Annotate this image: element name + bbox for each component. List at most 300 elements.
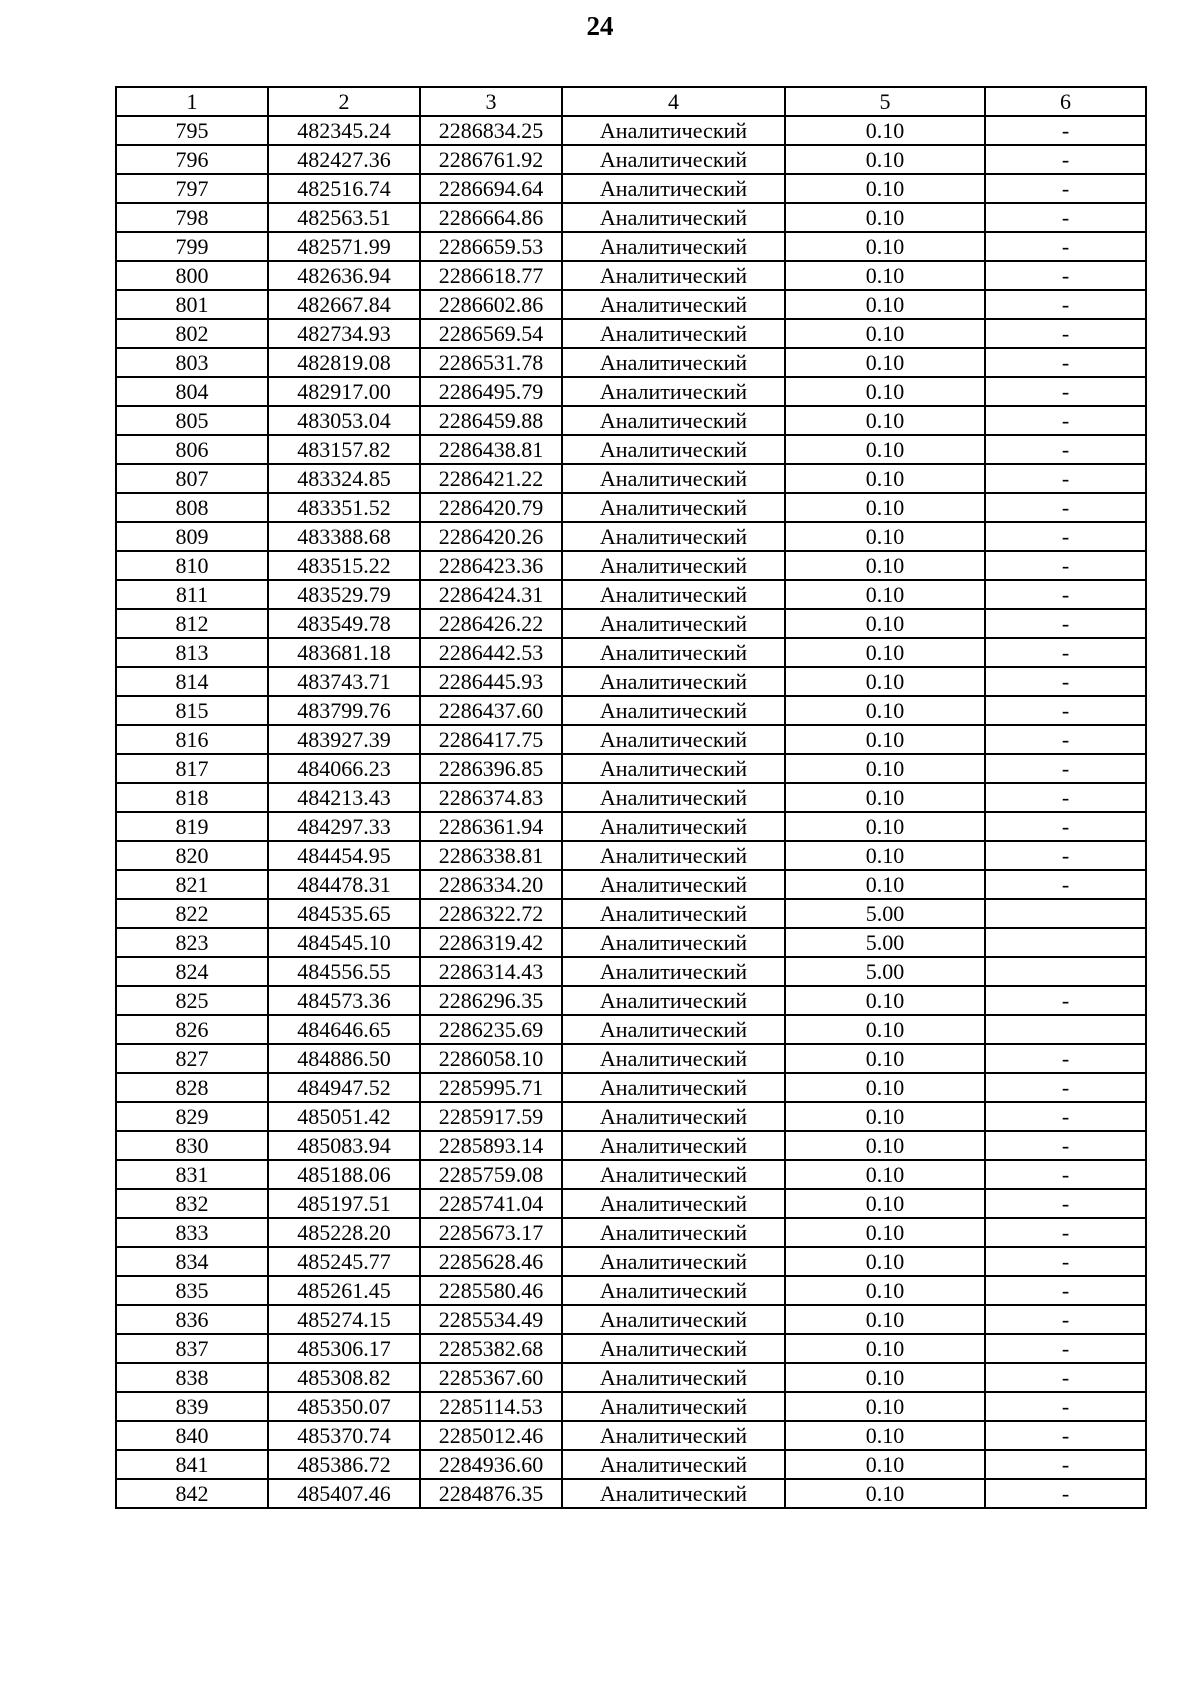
table-header <box>116 87 1146 116</box>
note-cell: - <box>985 174 1146 203</box>
method-cell: Аналитический <box>562 667 785 696</box>
x-coordinate-cell: 482516.74 <box>268 174 420 203</box>
point-number-cell: 797 <box>116 174 268 203</box>
point-number-cell: 802 <box>116 319 268 348</box>
point-number-cell: 831 <box>116 1160 268 1189</box>
y-coordinate-cell: 2286618.77 <box>420 261 562 290</box>
y-coordinate-cell: 2285382.68 <box>420 1334 562 1363</box>
table-row <box>116 493 1146 522</box>
table-row <box>116 1015 1146 1044</box>
accuracy-cell: 0.10 <box>785 1073 985 1102</box>
x-coordinate-cell: 484066.23 <box>268 754 420 783</box>
accuracy-cell: 0.10 <box>785 1392 985 1421</box>
method-cell: Аналитический <box>562 1044 785 1073</box>
note-cell: - <box>985 1102 1146 1131</box>
table-row <box>116 1276 1146 1305</box>
y-coordinate-cell: 2286420.26 <box>420 522 562 551</box>
note-cell: - <box>985 1334 1146 1363</box>
accuracy-cell: 0.10 <box>785 1334 985 1363</box>
method-cell: Аналитический <box>562 203 785 232</box>
note-cell: - <box>985 1421 1146 1450</box>
table-row <box>116 841 1146 870</box>
y-coordinate-cell: 2285012.46 <box>420 1421 562 1450</box>
table-row <box>116 899 1146 928</box>
table-row <box>116 174 1146 203</box>
note-cell: - <box>985 1363 1146 1392</box>
method-cell: Аналитический <box>562 348 785 377</box>
method-cell: Аналитический <box>562 1131 785 1160</box>
table-row <box>116 609 1146 638</box>
method-cell: Аналитический <box>562 812 785 841</box>
accuracy-cell: 0.10 <box>785 551 985 580</box>
accuracy-cell: 5.00 <box>785 899 985 928</box>
point-number-cell: 809 <box>116 522 268 551</box>
accuracy-cell: 0.10 <box>785 1160 985 1189</box>
x-coordinate-cell: 483681.18 <box>268 638 420 667</box>
point-number-cell: 801 <box>116 290 268 319</box>
table-row <box>116 1479 1146 1508</box>
accuracy-cell: 0.10 <box>785 841 985 870</box>
y-coordinate-cell: 2286437.60 <box>420 696 562 725</box>
accuracy-cell: 0.10 <box>785 290 985 319</box>
method-cell: Аналитический <box>562 1392 785 1421</box>
point-number-cell: 832 <box>116 1189 268 1218</box>
y-coordinate-cell: 2286664.86 <box>420 203 562 232</box>
table-row <box>116 986 1146 1015</box>
x-coordinate-cell: 485370.74 <box>268 1421 420 1450</box>
x-coordinate-cell: 483515.22 <box>268 551 420 580</box>
method-cell: Аналитический <box>562 928 785 957</box>
note-cell <box>985 928 1146 957</box>
y-coordinate-cell: 2286361.94 <box>420 812 562 841</box>
point-number-cell: 818 <box>116 783 268 812</box>
table-row <box>116 435 1146 464</box>
note-cell: - <box>985 348 1146 377</box>
note-cell <box>985 957 1146 986</box>
accuracy-cell: 0.10 <box>785 580 985 609</box>
point-number-cell: 804 <box>116 377 268 406</box>
x-coordinate-cell: 484646.65 <box>268 1015 420 1044</box>
note-cell: - <box>985 435 1146 464</box>
x-coordinate-cell: 484556.55 <box>268 957 420 986</box>
note-cell: - <box>985 783 1146 812</box>
point-number-cell: 828 <box>116 1073 268 1102</box>
table-row <box>116 1160 1146 1189</box>
method-cell: Аналитический <box>562 145 785 174</box>
y-coordinate-cell: 2286314.43 <box>420 957 562 986</box>
y-coordinate-cell: 2286761.92 <box>420 145 562 174</box>
accuracy-cell: 0.10 <box>785 1305 985 1334</box>
column-header-1: 1 <box>116 87 268 116</box>
y-coordinate-cell: 2285628.46 <box>420 1247 562 1276</box>
table-row <box>116 1102 1146 1131</box>
y-coordinate-cell: 2286495.79 <box>420 377 562 406</box>
y-coordinate-cell: 2286659.53 <box>420 232 562 261</box>
x-coordinate-cell: 482667.84 <box>268 290 420 319</box>
x-coordinate-cell: 483549.78 <box>268 609 420 638</box>
x-coordinate-cell: 484454.95 <box>268 841 420 870</box>
method-cell: Аналитический <box>562 1160 785 1189</box>
header-row <box>116 87 1146 116</box>
table-row <box>116 464 1146 493</box>
point-number-cell: 805 <box>116 406 268 435</box>
method-cell: Аналитический <box>562 435 785 464</box>
x-coordinate-cell: 483351.52 <box>268 493 420 522</box>
table-row <box>116 1218 1146 1247</box>
table-row <box>116 1392 1146 1421</box>
point-number-cell: 813 <box>116 638 268 667</box>
table-row <box>116 551 1146 580</box>
x-coordinate-cell: 482345.24 <box>268 116 420 145</box>
method-cell: Аналитический <box>562 493 785 522</box>
table-row <box>116 1450 1146 1479</box>
column-header-5: 5 <box>785 87 985 116</box>
point-number-cell: 819 <box>116 812 268 841</box>
point-number-cell: 810 <box>116 551 268 580</box>
method-cell: Аналитический <box>562 841 785 870</box>
point-number-cell: 811 <box>116 580 268 609</box>
note-cell: - <box>985 696 1146 725</box>
point-number-cell: 837 <box>116 1334 268 1363</box>
note-cell: - <box>985 522 1146 551</box>
point-number-cell: 821 <box>116 870 268 899</box>
accuracy-cell: 0.10 <box>785 232 985 261</box>
point-number-cell: 800 <box>116 261 268 290</box>
x-coordinate-cell: 484573.36 <box>268 986 420 1015</box>
note-cell: - <box>985 754 1146 783</box>
method-cell: Аналитический <box>562 1450 785 1479</box>
method-cell: Аналитический <box>562 1421 785 1450</box>
y-coordinate-cell: 2284936.60 <box>420 1450 562 1479</box>
method-cell: Аналитический <box>562 1479 785 1508</box>
note-cell: - <box>985 580 1146 609</box>
y-coordinate-cell: 2286235.69 <box>420 1015 562 1044</box>
point-number-cell: 829 <box>116 1102 268 1131</box>
accuracy-cell: 0.10 <box>785 1218 985 1247</box>
table-row <box>116 957 1146 986</box>
method-cell: Аналитический <box>562 899 785 928</box>
table-row <box>116 377 1146 406</box>
point-number-cell: 830 <box>116 1131 268 1160</box>
table-row <box>116 754 1146 783</box>
y-coordinate-cell: 2286834.25 <box>420 116 562 145</box>
note-cell: - <box>985 1189 1146 1218</box>
table-row <box>116 406 1146 435</box>
point-number-cell: 825 <box>116 986 268 1015</box>
note-cell: - <box>985 145 1146 174</box>
method-cell: Аналитический <box>562 1218 785 1247</box>
y-coordinate-cell: 2285759.08 <box>420 1160 562 1189</box>
point-number-cell: 814 <box>116 667 268 696</box>
x-coordinate-cell: 485308.82 <box>268 1363 420 1392</box>
method-cell: Аналитический <box>562 1305 785 1334</box>
table-row <box>116 1189 1146 1218</box>
method-cell: Аналитический <box>562 319 785 348</box>
y-coordinate-cell: 2286296.35 <box>420 986 562 1015</box>
accuracy-cell: 0.10 <box>785 1363 985 1392</box>
method-cell: Аналитический <box>562 261 785 290</box>
method-cell: Аналитический <box>562 638 785 667</box>
accuracy-cell: 0.10 <box>785 1102 985 1131</box>
method-cell: Аналитический <box>562 783 785 812</box>
accuracy-cell: 0.10 <box>785 1421 985 1450</box>
method-cell: Аналитический <box>562 116 785 145</box>
table-row <box>116 870 1146 899</box>
x-coordinate-cell: 485051.42 <box>268 1102 420 1131</box>
note-cell: - <box>985 667 1146 696</box>
accuracy-cell: 5.00 <box>785 957 985 986</box>
y-coordinate-cell: 2286319.42 <box>420 928 562 957</box>
note-cell: - <box>985 493 1146 522</box>
note-cell: - <box>985 551 1146 580</box>
note-cell: - <box>985 1479 1146 1508</box>
y-coordinate-cell: 2286602.86 <box>420 290 562 319</box>
table-row <box>116 203 1146 232</box>
accuracy-cell: 0.10 <box>785 696 985 725</box>
note-cell <box>985 1015 1146 1044</box>
accuracy-cell: 0.10 <box>785 1015 985 1044</box>
accuracy-cell: 0.10 <box>785 348 985 377</box>
note-cell: - <box>985 232 1146 261</box>
table-row <box>116 696 1146 725</box>
y-coordinate-cell: 2286694.64 <box>420 174 562 203</box>
y-coordinate-cell: 2285995.71 <box>420 1073 562 1102</box>
x-coordinate-cell: 482917.00 <box>268 377 420 406</box>
point-number-cell: 841 <box>116 1450 268 1479</box>
x-coordinate-cell: 485228.20 <box>268 1218 420 1247</box>
method-cell: Аналитический <box>562 725 785 754</box>
table-row <box>116 638 1146 667</box>
y-coordinate-cell: 2286420.79 <box>420 493 562 522</box>
y-coordinate-cell: 2286445.93 <box>420 667 562 696</box>
note-cell: - <box>985 1073 1146 1102</box>
method-cell: Аналитический <box>562 377 785 406</box>
x-coordinate-cell: 482734.93 <box>268 319 420 348</box>
y-coordinate-cell: 2286424.31 <box>420 580 562 609</box>
y-coordinate-cell: 2286334.20 <box>420 870 562 899</box>
point-number-cell: 799 <box>116 232 268 261</box>
x-coordinate-cell: 485245.77 <box>268 1247 420 1276</box>
note-cell: - <box>985 841 1146 870</box>
point-number-cell: 817 <box>116 754 268 783</box>
x-coordinate-cell: 484886.50 <box>268 1044 420 1073</box>
note-cell: - <box>985 609 1146 638</box>
column-header-3: 3 <box>420 87 562 116</box>
coordinates-table <box>115 86 1147 1509</box>
method-cell: Аналитический <box>562 609 785 638</box>
method-cell: Аналитический <box>562 1334 785 1363</box>
table-row <box>116 1247 1146 1276</box>
y-coordinate-cell: 2285580.46 <box>420 1276 562 1305</box>
note-cell: - <box>985 203 1146 232</box>
method-cell: Аналитический <box>562 986 785 1015</box>
method-cell: Аналитический <box>562 696 785 725</box>
method-cell: Аналитический <box>562 580 785 609</box>
point-number-cell: 835 <box>116 1276 268 1305</box>
note-cell: - <box>985 1305 1146 1334</box>
column-header-2: 2 <box>268 87 420 116</box>
point-number-cell: 822 <box>116 899 268 928</box>
point-number-cell: 824 <box>116 957 268 986</box>
point-number-cell: 806 <box>116 435 268 464</box>
x-coordinate-cell: 485350.07 <box>268 1392 420 1421</box>
y-coordinate-cell: 2286417.75 <box>420 725 562 754</box>
method-cell: Аналитический <box>562 464 785 493</box>
method-cell: Аналитический <box>562 174 785 203</box>
method-cell: Аналитический <box>562 754 785 783</box>
x-coordinate-cell: 485261.45 <box>268 1276 420 1305</box>
table-row <box>116 1044 1146 1073</box>
method-cell: Аналитический <box>562 290 785 319</box>
x-coordinate-cell: 482571.99 <box>268 232 420 261</box>
x-coordinate-cell: 482636.94 <box>268 261 420 290</box>
method-cell: Аналитический <box>562 870 785 899</box>
accuracy-cell: 0.10 <box>785 725 985 754</box>
accuracy-cell: 0.10 <box>785 406 985 435</box>
y-coordinate-cell: 2286569.54 <box>420 319 562 348</box>
accuracy-cell: 0.10 <box>785 261 985 290</box>
y-coordinate-cell: 2284876.35 <box>420 1479 562 1508</box>
note-cell: - <box>985 638 1146 667</box>
table-row <box>116 783 1146 812</box>
table-row <box>116 348 1146 377</box>
point-number-cell: 827 <box>116 1044 268 1073</box>
x-coordinate-cell: 485083.94 <box>268 1131 420 1160</box>
y-coordinate-cell: 2286322.72 <box>420 899 562 928</box>
accuracy-cell: 0.10 <box>785 464 985 493</box>
x-coordinate-cell: 485306.17 <box>268 1334 420 1363</box>
method-cell: Аналитический <box>562 232 785 261</box>
point-number-cell: 798 <box>116 203 268 232</box>
table-row <box>116 1131 1146 1160</box>
table-row <box>116 928 1146 957</box>
y-coordinate-cell: 2286338.81 <box>420 841 562 870</box>
accuracy-cell: 0.10 <box>785 174 985 203</box>
table-row <box>116 522 1146 551</box>
table-row <box>116 261 1146 290</box>
y-coordinate-cell: 2286531.78 <box>420 348 562 377</box>
note-cell: - <box>985 1131 1146 1160</box>
method-cell: Аналитический <box>562 1102 785 1131</box>
note-cell: - <box>985 986 1146 1015</box>
x-coordinate-cell: 484947.52 <box>268 1073 420 1102</box>
x-coordinate-cell: 485386.72 <box>268 1450 420 1479</box>
column-header-6: 6 <box>985 87 1146 116</box>
x-coordinate-cell: 483927.39 <box>268 725 420 754</box>
point-number-cell: 823 <box>116 928 268 957</box>
x-coordinate-cell: 482819.08 <box>268 348 420 377</box>
y-coordinate-cell: 2286423.36 <box>420 551 562 580</box>
x-coordinate-cell: 482563.51 <box>268 203 420 232</box>
y-coordinate-cell: 2285534.49 <box>420 1305 562 1334</box>
point-number-cell: 840 <box>116 1421 268 1450</box>
accuracy-cell: 0.10 <box>785 667 985 696</box>
point-number-cell: 826 <box>116 1015 268 1044</box>
point-number-cell: 833 <box>116 1218 268 1247</box>
accuracy-cell: 0.10 <box>785 1276 985 1305</box>
note-cell: - <box>985 1044 1146 1073</box>
point-number-cell: 834 <box>116 1247 268 1276</box>
y-coordinate-cell: 2285367.60 <box>420 1363 562 1392</box>
x-coordinate-cell: 485274.15 <box>268 1305 420 1334</box>
point-number-cell: 842 <box>116 1479 268 1508</box>
y-coordinate-cell: 2286426.22 <box>420 609 562 638</box>
x-coordinate-cell: 483743.71 <box>268 667 420 696</box>
table-row <box>116 1073 1146 1102</box>
point-number-cell: 816 <box>116 725 268 754</box>
x-coordinate-cell: 485407.46 <box>268 1479 420 1508</box>
accuracy-cell: 0.10 <box>785 783 985 812</box>
note-cell <box>985 899 1146 928</box>
method-cell: Аналитический <box>562 522 785 551</box>
note-cell: - <box>985 725 1146 754</box>
accuracy-cell: 0.10 <box>785 493 985 522</box>
note-cell: - <box>985 116 1146 145</box>
y-coordinate-cell: 2285917.59 <box>420 1102 562 1131</box>
table-row <box>116 812 1146 841</box>
accuracy-cell: 0.10 <box>785 145 985 174</box>
y-coordinate-cell: 2286459.88 <box>420 406 562 435</box>
table-row <box>116 1421 1146 1450</box>
accuracy-cell: 0.10 <box>785 638 985 667</box>
x-coordinate-cell: 483053.04 <box>268 406 420 435</box>
accuracy-cell: 0.10 <box>785 754 985 783</box>
table-row <box>116 725 1146 754</box>
table-row <box>116 1363 1146 1392</box>
x-coordinate-cell: 484545.10 <box>268 928 420 957</box>
method-cell: Аналитический <box>562 957 785 986</box>
x-coordinate-cell: 484535.65 <box>268 899 420 928</box>
table-row <box>116 116 1146 145</box>
accuracy-cell: 0.10 <box>785 812 985 841</box>
y-coordinate-cell: 2285114.53 <box>420 1392 562 1421</box>
note-cell: - <box>985 1218 1146 1247</box>
accuracy-cell: 0.10 <box>785 609 985 638</box>
x-coordinate-cell: 483529.79 <box>268 580 420 609</box>
point-number-cell: 839 <box>116 1392 268 1421</box>
accuracy-cell: 0.10 <box>785 203 985 232</box>
point-number-cell: 808 <box>116 493 268 522</box>
method-cell: Аналитический <box>562 1189 785 1218</box>
point-number-cell: 803 <box>116 348 268 377</box>
x-coordinate-cell: 483799.76 <box>268 696 420 725</box>
accuracy-cell: 5.00 <box>785 928 985 957</box>
note-cell: - <box>985 377 1146 406</box>
x-coordinate-cell: 483157.82 <box>268 435 420 464</box>
x-coordinate-cell: 484297.33 <box>268 812 420 841</box>
method-cell: Аналитический <box>562 406 785 435</box>
point-number-cell: 820 <box>116 841 268 870</box>
page-number: 24 <box>586 11 614 41</box>
note-cell: - <box>985 870 1146 899</box>
y-coordinate-cell: 2286374.83 <box>420 783 562 812</box>
point-number-cell: 836 <box>116 1305 268 1334</box>
note-cell: - <box>985 406 1146 435</box>
accuracy-cell: 0.10 <box>785 1450 985 1479</box>
accuracy-cell: 0.10 <box>785 1189 985 1218</box>
note-cell: - <box>985 464 1146 493</box>
point-number-cell: 807 <box>116 464 268 493</box>
x-coordinate-cell: 485197.51 <box>268 1189 420 1218</box>
x-coordinate-cell: 485188.06 <box>268 1160 420 1189</box>
accuracy-cell: 0.10 <box>785 319 985 348</box>
method-cell: Аналитический <box>562 551 785 580</box>
point-number-cell: 815 <box>116 696 268 725</box>
table-row <box>116 1334 1146 1363</box>
note-cell: - <box>985 261 1146 290</box>
accuracy-cell: 0.10 <box>785 377 985 406</box>
note-cell: - <box>985 290 1146 319</box>
